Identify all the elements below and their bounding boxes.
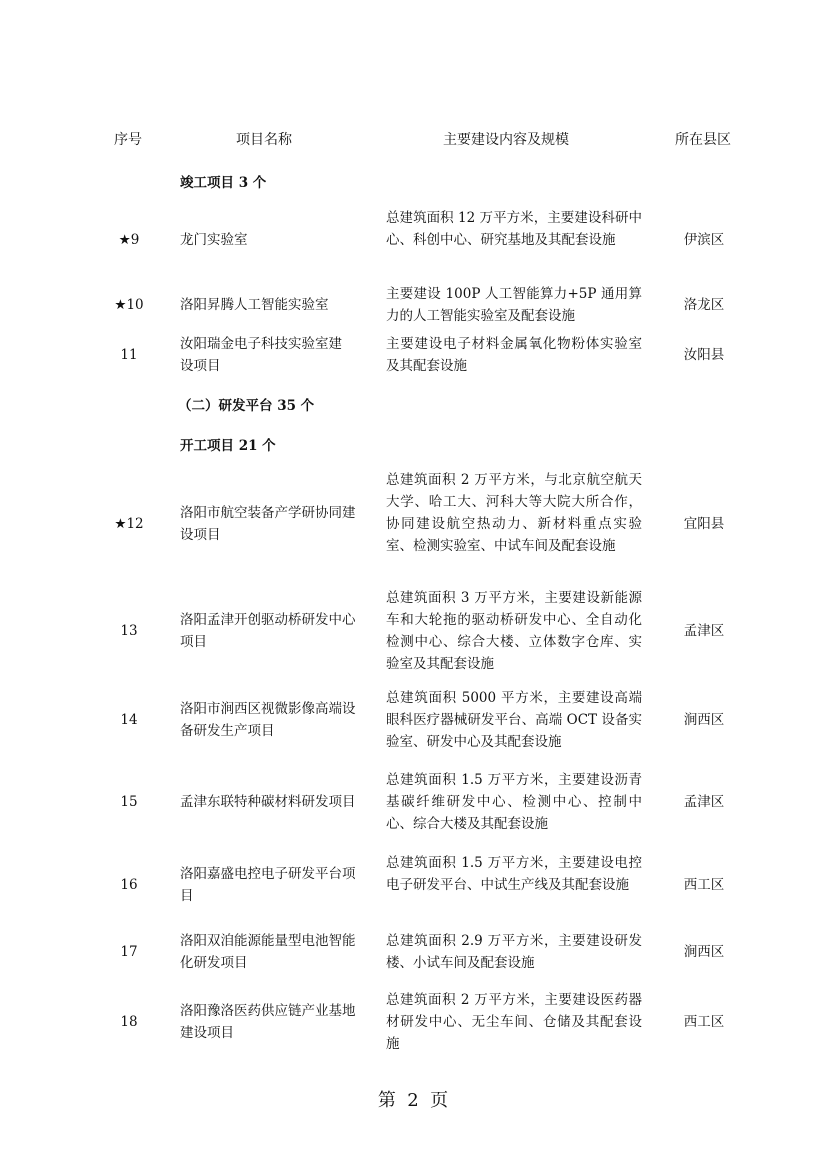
project-county: 伊滨区 bbox=[683, 232, 725, 248]
project-county: 汝阳县 bbox=[683, 347, 725, 363]
page-number: 第 2 页 bbox=[377, 1090, 449, 1111]
project-content: 总建筑面积 3 万平方米，主要建设新能源车和大轮拖的驱动桥研发中心、全自动化检测中心、综合大楼、立体数字仓库、实验室及其配套设施 bbox=[386, 590, 642, 672]
project-name: 洛阳昇腾人工智能实验室 bbox=[180, 297, 329, 313]
project-county: 孟津区 bbox=[683, 794, 725, 810]
row-number: 17 bbox=[120, 944, 138, 960]
row-number: 11 bbox=[120, 347, 138, 363]
project-county: 西工区 bbox=[683, 1014, 725, 1030]
row-number: 13 bbox=[120, 623, 138, 639]
project-county: 西工区 bbox=[683, 877, 725, 893]
project-county: 宜阳县 bbox=[683, 516, 725, 532]
project-name: 洛阳双洎能源能量型电池智能化研发项目 bbox=[180, 933, 356, 971]
project-name: 洛阳孟津开创驱动桥研发中心项目 bbox=[180, 612, 356, 650]
row-number: ★10 bbox=[114, 297, 144, 313]
row-number: ★9 bbox=[118, 232, 140, 248]
section-started: 开工项目 21 个 bbox=[180, 438, 276, 454]
project-content: 总建筑面积 2 万平方米，主要建设医药器材研发中心、无尘车间、仓储及其配套设施 bbox=[386, 992, 642, 1052]
project-content: 总建筑面积 1.5 万平方米，主要建设沥青基碳纤维研发中心、检测中心、控制中心、综合大楼及其配套设施 bbox=[386, 772, 642, 832]
project-name: 孟津东联特种碳材料研发项目 bbox=[180, 794, 356, 810]
row-number: 14 bbox=[120, 712, 138, 728]
project-content: 主要建设 100P 人工智能算力+5P 通用算力的人工智能实验室及配套设施 bbox=[386, 286, 642, 324]
project-name: 洛阳市航空装备产学研协同建设项目 bbox=[180, 505, 356, 543]
project-content: 总建筑面积 2 万平方米，与北京航空航天大学、哈工大、河科大等大院大所合作，协同建设航空热动力、新材料重点实验室、检测实验室、中试车间及配套设施 bbox=[386, 472, 642, 554]
project-name: 汝阳瑞金电子科技实验室建设项目 bbox=[180, 336, 342, 374]
project-content: 总建筑面积 12 万平方米，主要建设科研中心、科创中心、研究基地及其配套设施 bbox=[386, 210, 642, 248]
project-county: 孟津区 bbox=[683, 623, 725, 639]
project-content: 总建筑面积 2.9 万平方米，主要建设研发楼、小试车间及配套设施 bbox=[386, 933, 642, 971]
project-county: 涧西区 bbox=[683, 712, 725, 728]
section-rd-platform: （二）研发平台 35 个 bbox=[178, 398, 315, 414]
header-content: 主要建设内容及规模 bbox=[443, 132, 569, 148]
project-county: 洛龙区 bbox=[683, 297, 725, 313]
project-name: 洛阳豫洛医药供应链产业基地建设项目 bbox=[180, 1003, 356, 1041]
project-name: 龙门实验室 bbox=[180, 232, 248, 248]
project-content: 总建筑面积 5000 平方米，主要建设高端眼科医疗器械研发平台、高端 OCT 设备实验室、研发中心及其配套设施 bbox=[386, 690, 642, 750]
row-number: ★12 bbox=[114, 516, 144, 532]
row-number: 18 bbox=[120, 1014, 138, 1030]
section-completed: 竣工项目 3 个 bbox=[180, 175, 267, 191]
header-no: 序号 bbox=[114, 132, 142, 148]
row-number: 16 bbox=[120, 877, 138, 893]
project-county: 涧西区 bbox=[683, 944, 725, 960]
project-name: 洛阳市涧西区视微影像高端设备研发生产项目 bbox=[180, 701, 356, 739]
project-content: 总建筑面积 1.5 万平方米，主要建设电控电子研发平台、中试生产线及其配套设施 bbox=[386, 855, 642, 893]
header-county: 所在县区 bbox=[675, 132, 731, 148]
project-content: 主要建设电子材料金属氧化物粉体实验室及其配套设施 bbox=[386, 336, 642, 374]
header-name: 项目名称 bbox=[236, 132, 292, 148]
project-name: 洛阳嘉盛电控电子研发平台项目 bbox=[180, 866, 356, 904]
row-number: 15 bbox=[120, 794, 138, 810]
